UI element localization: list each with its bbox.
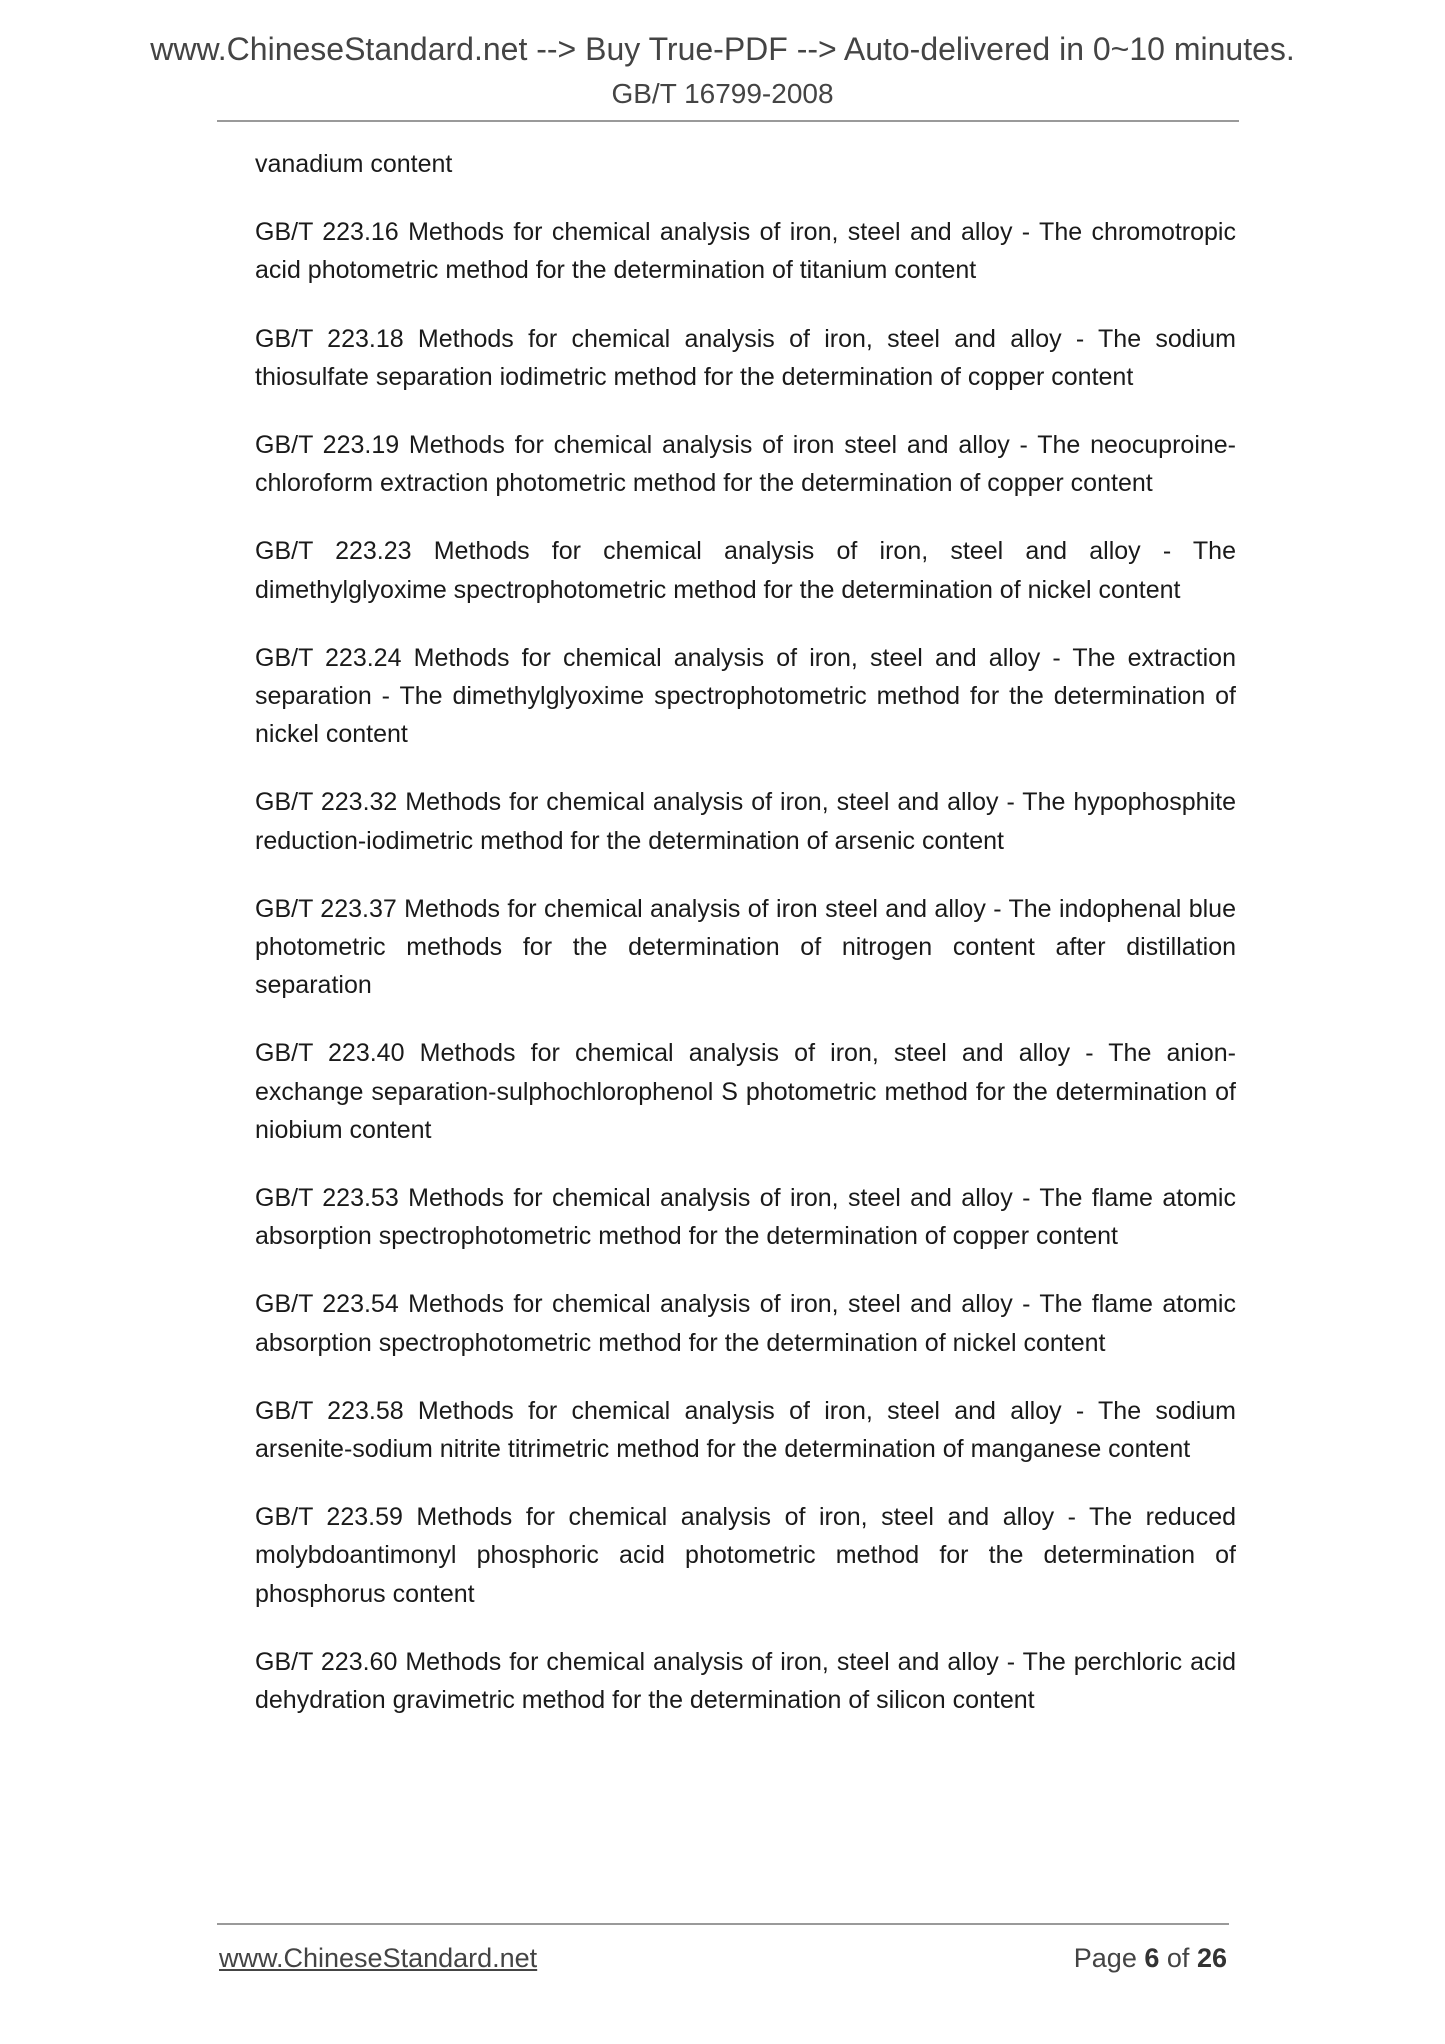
reference-entry: GB/T 223.40 Methods for chemical analysis of iron, steel and alloy - The anion-exchange separation-sulphochlorophenol S photometric method for the determination of niobium content [255,1039,1236,1144]
reference-entry: GB/T 223.54 Methods for chemical analysis of iron, steel and alloy - The flame atomic absorption spectrophotometric method for the determination of nickel content [255,1290,1236,1357]
page-of: of [1166,1943,1190,1973]
reference-entry: GB/T 223.59 Methods for chemical analysis of iron, steel and alloy - The reduced molybdoantimonyl phosphoric acid photometric method for the determination of phosphorus content [255,1503,1236,1608]
footer-divider [217,1923,1229,1925]
reference-entry: GB/T 223.18 Methods for chemical analysis of iron, steel and alloy - The sodium thiosulfate separation iodimetric method for the determination of copper content [255,324,1236,391]
reference-entry: GB/T 223.37 Methods for chemical analysis of iron steel and alloy - The indophenal blue photometric methods for the determination of nitrogen content after distillation separation [255,894,1236,1000]
reference-entry: GB/T 223.24 Methods for chemical analysis of iron, steel and alloy - The extraction separation - The dimethylglyoxime spectrophotometric method for the determination of nickel content [255,643,1236,749]
reference-entry: GB/T 223.60 Methods for chemical analysis of iron, steel and alloy - The perchloric acid dehydration gravimetric method for the determination of silicon content [255,1647,1236,1715]
reference-entry: GB/T 223.53 Methods for chemical analysis of iron, steel and alloy - The flame atomic absorption spectrophotometric method for the determination of copper content [255,1184,1236,1251]
paragraph: vanadium content [255,150,453,178]
header-divider [217,120,1239,122]
document-id: GB/T 16799-2008 [611,78,834,109]
reference-entry: GB/T 223.16 Methods for chemical analysis of iron, steel and alloy - The chromotropic acid photometric method for the determination of titanium content [255,218,1236,285]
header-banner: www.ChineseStandard.net --> Buy True-PDF --> Auto-delivered in 0~10 minutes. [150,31,1295,67]
page-current: 6 [1144,1943,1160,1973]
page-number [1074,1943,1227,1974]
reference-entry: GB/T 223.23 Methods for chemical analysis of iron, steel and alloy - The dimethylglyoxime spectrophotometric method for the determination of nickel content [255,537,1236,604]
reference-entry: GB/T 223.32 Methods for chemical analysis of iron, steel and alloy - The hypophosphite reduction-iodimetric method for the determination of arsenic content [255,788,1236,855]
footer-site-link[interactable]: www.ChineseStandard.net [219,1943,538,1973]
page-prefix: Page [1073,1943,1137,1973]
page-total: 26 [1196,1943,1227,1973]
reference-entry: GB/T 223.58 Methods for chemical analysis of iron, steel and alloy - The sodium arsenite-sodium nitrite titrimetric method for the determination of manganese content [255,1396,1236,1464]
reference-entry: GB/T 223.19 Methods for chemical analysis of iron steel and alloy - The neocuproine-chloroform extraction photometric method for the determination of copper content [255,431,1236,498]
document-body [255,145,1236,1749]
